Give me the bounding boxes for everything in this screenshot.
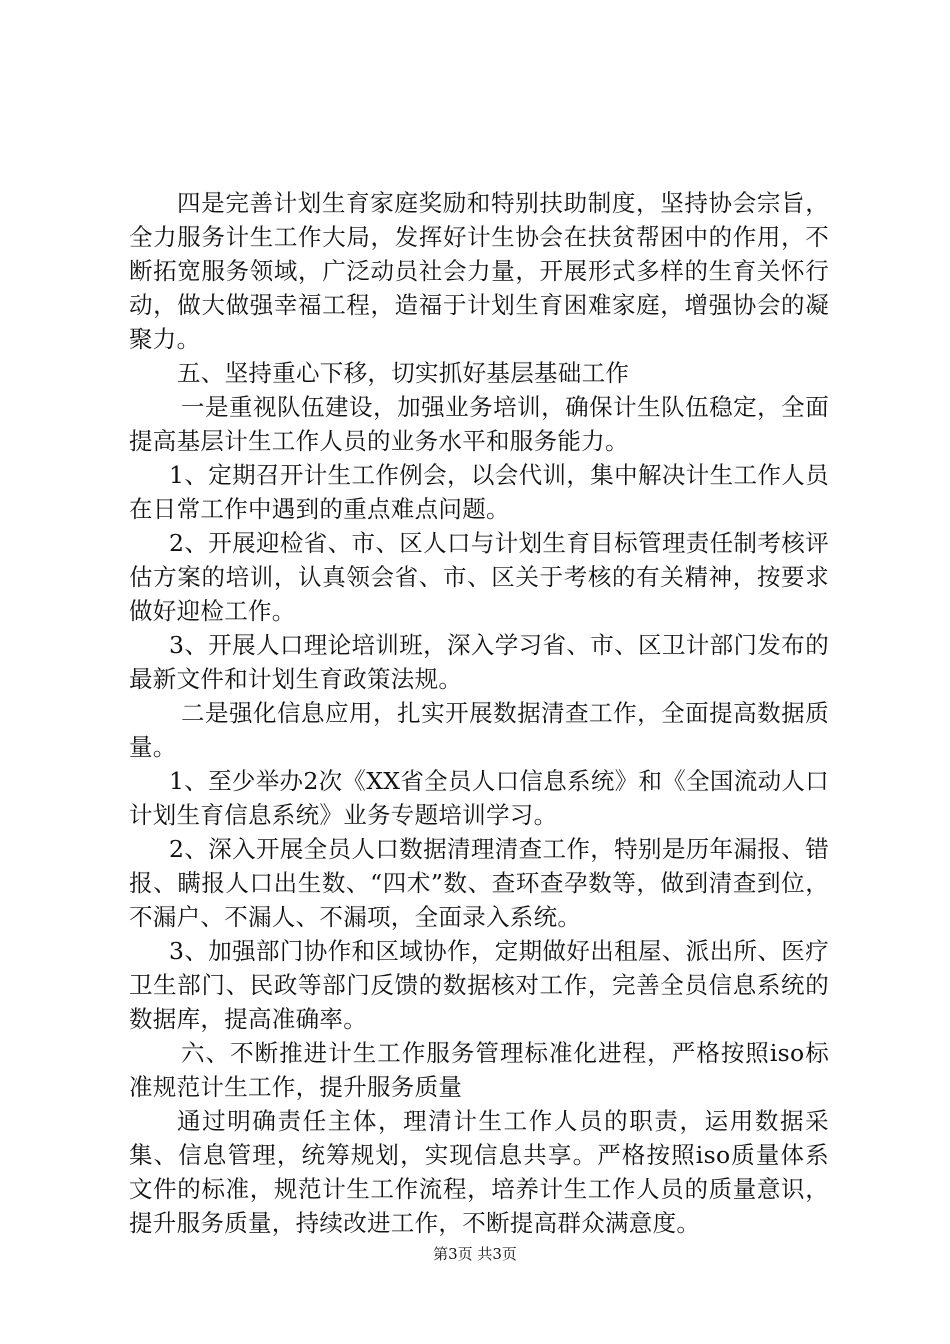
paragraph-team-building: 一是重视队伍建设，加强业务培训，确保计生队伍稳定，全面提高基层计生工作人员的业务水平和服务能力。 — [129, 393, 829, 455]
paragraph-service-quality: 通过明确责任主体，理清计生工作人员的职责，运用数据采集、信息管理，统筹规划，实现信息共享。严格按照iso质量体系文件的标准，规范计生工作流程，培养计生工作人员的质量意识，提升服务质量，持续改进工作，不断提高群众满意度。 — [129, 1107, 829, 1237]
section-heading-grassroots-work: 五、坚持重心下移，切实抓好基层基础工作 — [177, 359, 630, 387]
list-item-theory-training: 3、开展人口理论培训班，深入学习省、市、区卫计部门发布的最新文件和计划生育政策法规。 — [129, 631, 829, 693]
list-item-department-cooperation: 3、加强部门协作和区域协作，定期做好出租屋、派出所、医疗卫生部门、民政等部门反馈的数据核对工作，完善全员信息系统的数据库，提高准确率。 — [129, 937, 829, 1033]
section-heading-standardization: 六、不断推进计生工作服务管理标准化进程，严格按照iso标准规范计生工作，提升服务质量 — [129, 1039, 829, 1101]
paragraph-information-application: 二是强化信息应用，扎实开展数据清查工作，全面提高数据质量。 — [129, 699, 829, 761]
list-item-data-cleanup: 2、深入开展全员人口数据清理清查工作，特别是历年漏报、错报、瞒报人口出生数、“四术”数、查环查孕数等，做到清查到位，不漏户、不漏人、不漏项，全面录入系统。 — [129, 835, 829, 931]
document-body — [129, 186, 829, 1240]
list-item-regular-meetings: 1、定期召开计生工作例会，以会代训，集中解决计生工作人员在日常工作中遇到的重点难点问题。 — [129, 461, 829, 523]
list-item-system-training: 1、至少举办2次《XX省全员人口信息系统》和《全国流动人口计划生育信息系统》业务专题培训学习。 — [129, 767, 829, 829]
list-item-inspection-training: 2、开展迎检省、市、区人口与计划生育目标管理责任制考核评估方案的培训，认真领会省、市、区关于考核的有关精神，按要求做好迎检工作。 — [129, 529, 829, 625]
page-number-footer: 第3页 共3页 — [433, 1245, 517, 1263]
paragraph-family-reward-system: 四是完善计划生育家庭奖励和特别扶助制度，坚持协会宗旨，全力服务计生工作大局，发挥好计生协会在扶贫帮困中的作用，不断拓宽服务领域，广泛动员社会力量，开展形式多样的生育关怀行动，做大做强幸福工程，造福于计划生育困难家庭，增强协会的凝聚力。 — [129, 189, 829, 353]
